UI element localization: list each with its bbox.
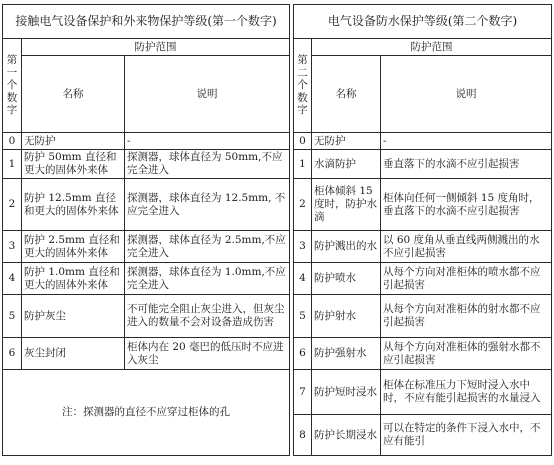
desc-cell: 柜体向任何一侧倾斜 15 度角时，垂直落下的水滴不应引起损害 — [381, 179, 552, 231]
name-cell: 防护 50mm 直径和更大的固体外来体 — [22, 150, 125, 179]
name-cell: 水滴防护 — [312, 150, 381, 179]
digit-cell: 5 — [3, 295, 22, 338]
desc-cell: 从每个方向对准柜体的射水都不应引起损害 — [381, 295, 552, 338]
solid-range-header: 防护范围 — [22, 39, 290, 56]
solid-digit-header: 第 一 个 数 字 — [3, 39, 22, 133]
table-row — [294, 133, 552, 150]
name-cell: 防护射水 — [312, 295, 381, 338]
table-row — [294, 231, 552, 263]
desc-cell: 可以在特定的条件下浸入水中，不应有能引 — [381, 415, 552, 456]
solid-name-header: 名称 — [22, 56, 125, 133]
water-digit-header: 第 二 个 数 字 — [294, 39, 312, 133]
solid-protection-table — [2, 4, 290, 456]
water-table-title: 电气设备防水保护等级(第二个数字) — [294, 5, 552, 39]
name-cell: 灰尘封闭 — [22, 338, 125, 370]
name-cell: 柜体倾斜 15 度时，防护水滴 — [312, 179, 381, 231]
table-row — [3, 133, 290, 150]
desc-cell: 柜体在标准压力下短时浸入水中时，不应有能引起损害的水量浸入 — [381, 370, 552, 415]
digit-cell: 3 — [3, 231, 22, 263]
name-cell: 防护强射水 — [312, 338, 381, 370]
table-row — [294, 338, 552, 370]
digit-cell: 8 — [294, 415, 312, 456]
digit-cell: 6 — [3, 338, 22, 370]
desc-cell: 探测器，球体直径为 50mm,不应完全进入 — [125, 150, 290, 179]
name-cell: 无防护 — [312, 133, 381, 150]
name-cell: 防护短时浸水 — [312, 370, 381, 415]
table-row — [294, 295, 552, 338]
digit-cell: 6 — [294, 338, 312, 370]
name-cell: 防护 2.5mm 直径和更大的固体外来体 — [22, 231, 125, 263]
desc-cell: 以 60 度角从垂直线两侧溅出的水不应引起损害 — [381, 231, 552, 263]
water-protection-table — [293, 4, 552, 456]
name-cell: 无防护 — [22, 133, 125, 150]
name-cell: 防护 1.0mm 直径和更大的固体外来体 — [22, 263, 125, 295]
table-row — [3, 179, 290, 231]
desc-cell: 探测器，球体直径为 1.0mm,不应完全进入 — [125, 263, 290, 295]
table-row — [3, 263, 290, 295]
digit-cell: 0 — [3, 133, 22, 150]
digit-cell: 3 — [294, 231, 312, 263]
desc-cell: 垂直落下的水滴不应引起损害 — [381, 150, 552, 179]
desc-cell: - — [381, 133, 552, 150]
solid-table-note: 注：探测器的直径不应穿过柜体的孔 — [3, 370, 290, 456]
table-row — [3, 231, 290, 263]
table-row — [3, 295, 290, 338]
name-cell: 防护灰尘 — [22, 295, 125, 338]
solid-desc-header: 说明 — [125, 56, 290, 133]
desc-cell: 从每个方向对准柜体的强射水都不应引起损害 — [381, 338, 552, 370]
table-row — [294, 415, 552, 456]
name-cell: 防护溅出的水 — [312, 231, 381, 263]
digit-cell: 5 — [294, 295, 312, 338]
name-cell: 防护 12.5mm 直径和更大的固体外来体 — [22, 179, 125, 231]
desc-cell: 探测器，球体直径为 12.5mm, 不应完全进入 — [125, 179, 290, 231]
digit-cell: 1 — [3, 150, 22, 179]
water-range-header: 防护范围 — [312, 39, 552, 56]
desc-cell: - — [125, 133, 290, 150]
table-row — [294, 370, 552, 415]
desc-cell: 探测器，球体直径为 2.5mm,不应完全进入 — [125, 231, 290, 263]
desc-cell: 不可能完全阻止灰尘进入，但灰尘进入的数量不会对设备造成伤害 — [125, 295, 290, 338]
water-desc-header: 说明 — [381, 56, 552, 133]
name-cell: 防护喷水 — [312, 263, 381, 295]
digit-cell: 7 — [294, 370, 312, 415]
table-row — [294, 263, 552, 295]
digit-cell: 2 — [294, 179, 312, 231]
digit-cell: 0 — [294, 133, 312, 150]
digit-cell: 4 — [3, 263, 22, 295]
name-cell: 防护长期浸水 — [312, 415, 381, 456]
table-row — [294, 179, 552, 231]
desc-cell: 柜体内在 20 毫巴的低压时不应进入灰尘 — [125, 338, 290, 370]
table-row — [3, 150, 290, 179]
table-row — [3, 338, 290, 370]
table-row — [294, 150, 552, 179]
desc-cell: 从每个方向对准柜体的喷水都不应引起损害 — [381, 263, 552, 295]
digit-cell: 4 — [294, 263, 312, 295]
water-name-header: 名称 — [312, 56, 381, 133]
solid-table-title: 接触电气设备保护和外来物保护等级(第一个数字) — [3, 5, 290, 39]
digit-cell: 1 — [294, 150, 312, 179]
digit-cell: 2 — [3, 179, 22, 231]
